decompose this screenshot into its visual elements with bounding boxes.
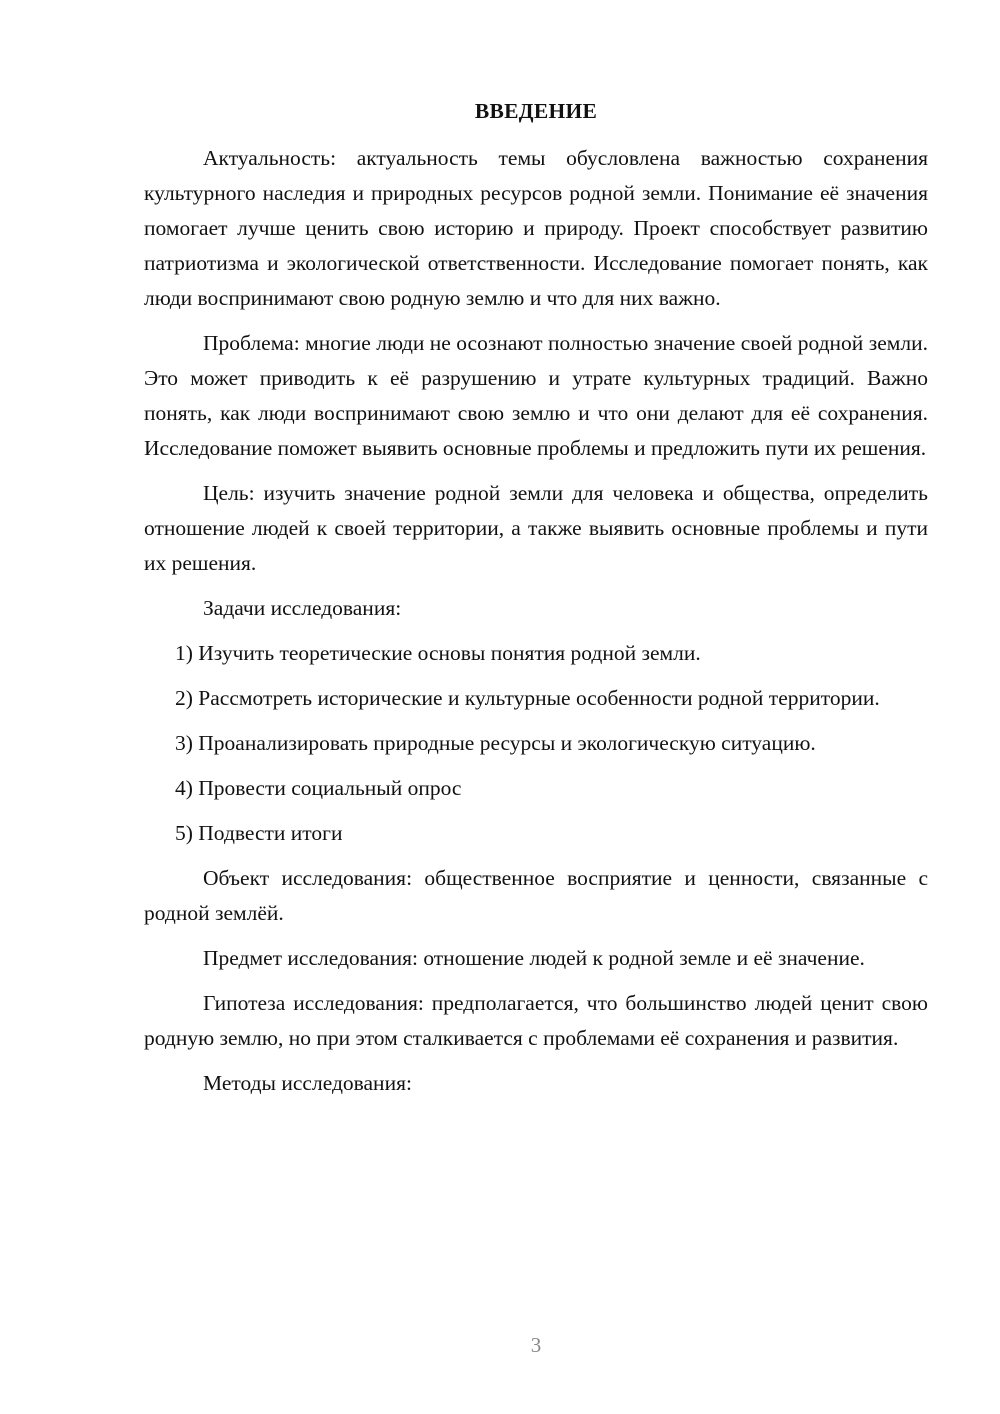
- hypothesis-paragraph: Гипотеза исследования: предполагается, что большинство людей ценит свою родную землю, но при этом сталкивается с проблемами её сохранения и развития.: [144, 991, 928, 1050]
- goal-paragraph: Цель: изучить значение родной земли для человека и общества, определить отношение людей к своей территории, а также выявить основные проблемы и пути их решения.: [144, 481, 928, 575]
- task-item-2: 2) Рассмотреть исторические и культурные особенности родной территории.: [175, 686, 880, 710]
- task-item-1: 1) Изучить теоретические основы понятия родной земли.: [175, 641, 701, 665]
- relevance-paragraph: Актуальность: актуальность темы обусловлена важностью сохранения культурного наследия и природных ресурсов родной земли. Понимание её значения помогает лучше ценить свою историю и природу. Проект способствует развитию патриотизма и экологической ответственности. Исследование помогает понять, как люди воспринимают свою родную землю и что для них важно.: [144, 146, 928, 310]
- page-number: 3: [530, 1333, 542, 1357]
- task-item-5: 5) Подвести итоги: [175, 821, 343, 845]
- methods-heading: Методы исследования:: [203, 1071, 412, 1095]
- task-item-4: 4) Провести социальный опрос: [175, 776, 462, 800]
- task-item-3: 3) Проанализировать природные ресурсы и экологическую ситуацию.: [175, 731, 816, 755]
- subject-paragraph: Предмет исследования: отношение людей к родной земле и её значение.: [203, 946, 865, 970]
- document-body: [144, 96, 928, 1111]
- page-title: ВВЕДЕНИЕ: [474, 99, 598, 123]
- object-paragraph: Объект исследования: общественное восприятие и ценности, связанные с родной землёй.: [144, 866, 928, 925]
- tasks-heading: Задачи исследования:: [203, 596, 402, 620]
- problem-paragraph: Проблема: многие люди не осознают полностью значение своей родной земли. Это может приводить к её разрушению и утрате культурных традиций. Важно понять, как люди воспринимают свою землю и что они делают для её сохранения. Исследование поможет выявить основные проблемы и предложить пути их решения.: [144, 331, 928, 460]
